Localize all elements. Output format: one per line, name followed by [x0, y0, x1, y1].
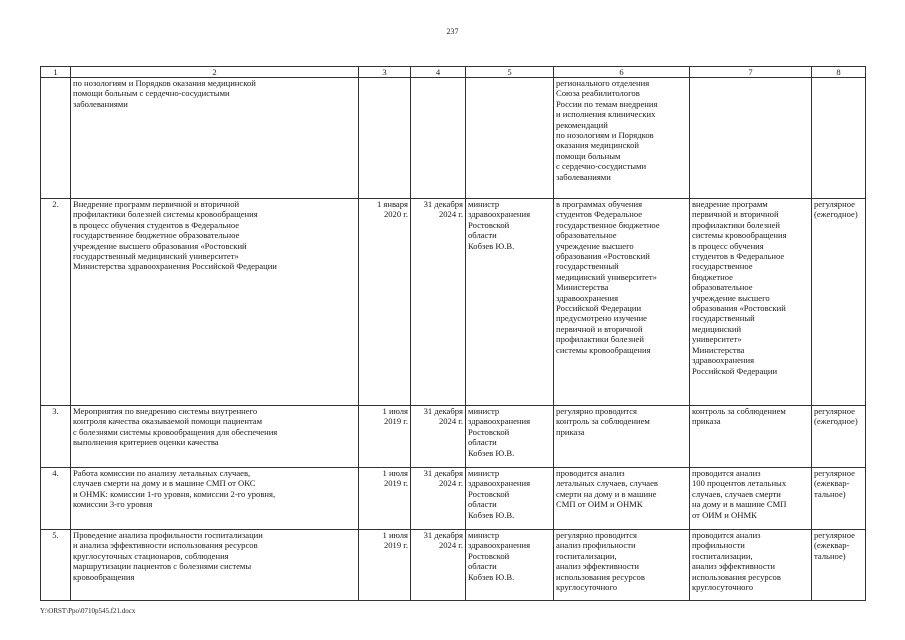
regularity: [812, 78, 866, 199]
row-number: 4.: [41, 468, 71, 530]
column-header-6: 6: [554, 67, 690, 78]
column-header-7: 7: [690, 67, 812, 78]
document-file-path: Y:\ORST\Ppo\0710p545.f21.docx: [40, 607, 136, 615]
end-date: [411, 78, 466, 199]
measure-name: Мероприятия по внедрению системы внутреннего контроля качества оказываемой помощи пациентам с болезнями системы кровообращения для обеспечения выполнения критериев оценки качества: [71, 406, 359, 468]
table-row: [41, 199, 866, 406]
measure-name: Внедрение программ первичной и вторичной профилактики болезней системы кровообращения в процесс обучения студентов в Федеральное государственное бюджетное образовательное учреждение высшего образования «Ростовский государственный медицинский университет» Министерства здравоохранения Российской Федерации: [71, 199, 359, 406]
column-header-1: 1: [41, 67, 71, 78]
responsible-person: министр здравоохранения Ростовской области Кобзев Ю.В.: [466, 530, 554, 601]
measure-name: Работа комиссии по анализу летальных случаев, случаев смерти на дому и в машине СМП от ОКС и ОНМК: комиссии 1-го уровня, комиссии 2-го уровня, комиссии 3-го уровня: [71, 468, 359, 530]
measure-name: по нозологиям и Порядков оказания медицинской помощи больным с сердечно-сосудистыми заболеваниями: [71, 78, 359, 199]
row-number: [41, 78, 71, 199]
column-header-5: 5: [466, 67, 554, 78]
expected-result: проводится анализ профильности госпитализации, анализ эффективности использования ресурсов круглосуточного: [690, 530, 812, 601]
column-header-2: 2: [71, 67, 359, 78]
table-header-row: [41, 67, 866, 78]
measure-name: Проведение анализа профильности госпитализации и анализа эффективности использования ресурсов круглосуточных стационаров, соблюдения маршрутизации пациентов с болезнями системы кровообращения: [71, 530, 359, 601]
expected-result: проводится анализ 100 процентов летальных случаев, случаев смерти на дому и в машине СМП от ОИМ и ОНМК: [690, 468, 812, 530]
expected-result: внедрение программ первичной и вторичной профилактики болезней системы кровообращения в процесс обучения студентов в Федеральное государственное бюджетное образовательное учреждение высшего образования «Ростовский государственный медицинский университет» Министерства здравоохранения Российской Федерации: [690, 199, 812, 406]
characteristic-result: регулярно проводится контроль за соблюдением приказа: [554, 406, 690, 468]
table-row: [41, 530, 866, 601]
end-date: 31 декабря 2024 г.: [411, 406, 466, 468]
row-number: 3.: [41, 406, 71, 468]
responsible-person: министр здравоохранения Ростовской области Кобзев Ю.В.: [466, 199, 554, 406]
characteristic-result: проводится анализ летальных случаев, случаев смерти на дому и в машине СМП от ОИМ и ОНМК: [554, 468, 690, 530]
characteristic-result: регулярно проводится анализ профильности госпитализации, анализ эффективности использования ресурсов круглосуточного: [554, 530, 690, 601]
column-header-3: 3: [359, 67, 411, 78]
table-row: [41, 406, 866, 468]
end-date: 31 декабря 2024 г.: [411, 468, 466, 530]
regularity: регулярное (ежегодное): [812, 199, 866, 406]
start-date: 1 июля 2019 г.: [359, 406, 411, 468]
regularity: регулярное (ежегодное): [812, 406, 866, 468]
start-date: 1 июля 2019 г.: [359, 468, 411, 530]
row-number: 5.: [41, 530, 71, 601]
measures-table: [40, 66, 866, 601]
characteristic-result: регионального отделения Союза реабилитологов России по темам внедрения и исполнения клинических рекомендаций по нозологиям и Порядков оказания медицинской помощи больным с сердечно-сосудистыми заболеваниями: [554, 78, 690, 199]
start-date: [359, 78, 411, 199]
characteristic-result: в программах обучения студентов Федеральное государственное бюджетное образовательное учреждение высшего образования «Ростовский государственный медицинский университет» Министерства здравоохранения Российской Федерации предусмотрено изучение первичной и вторичной профилактики болезней системы кровообращения: [554, 199, 690, 406]
responsible-person: министр здравоохранения Ростовской области Кобзев Ю.В.: [466, 406, 554, 468]
expected-result: [690, 78, 812, 199]
start-date: 1 июля 2019 г.: [359, 530, 411, 601]
regularity: регулярное (ежеквар- тальное): [812, 468, 866, 530]
responsible-person: министр здравоохранения Ростовской области Кобзев Ю.В.: [466, 468, 554, 530]
responsible-person: [466, 78, 554, 199]
page-number: 237: [446, 27, 459, 36]
start-date: 1 января 2020 г.: [359, 199, 411, 406]
column-header-8: 8: [812, 67, 866, 78]
table-row: [41, 78, 866, 199]
row-number: 2.: [41, 199, 71, 406]
end-date: 31 декабря 2024 г.: [411, 199, 466, 406]
column-header-4: 4: [411, 67, 466, 78]
expected-result: контроль за соблюдением приказа: [690, 406, 812, 468]
table-row: [41, 468, 866, 530]
regularity: регулярное (ежеквар- тальное): [812, 530, 866, 601]
end-date: 31 декабря 2024 г.: [411, 530, 466, 601]
